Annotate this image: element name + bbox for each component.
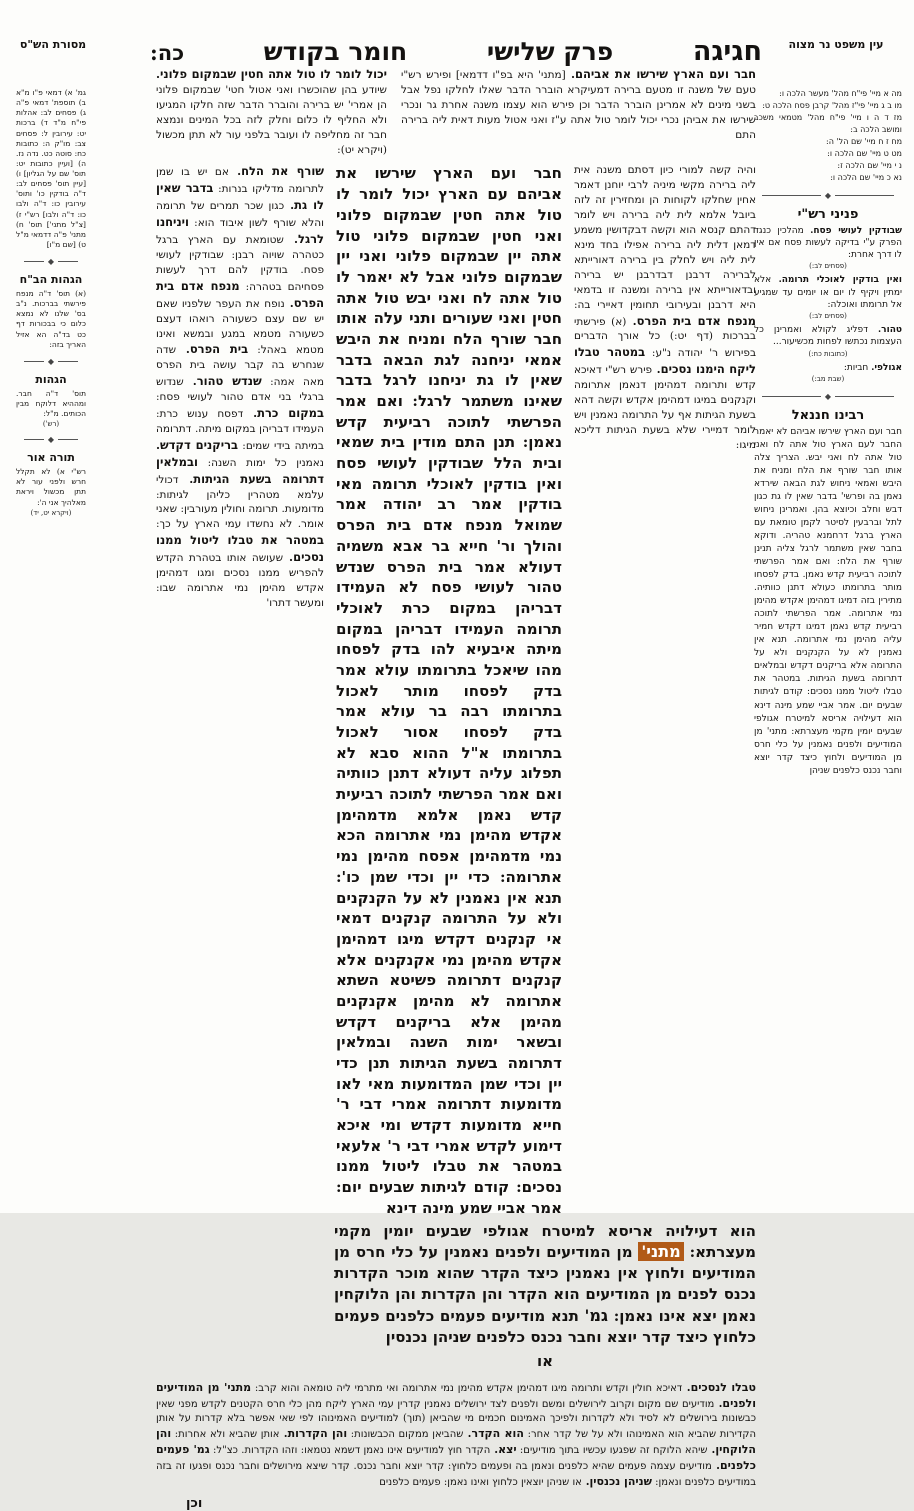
mesorat-hashas-title: מסורת הש"ס [19,38,87,51]
tosafot-column: והיה קשה למורי כיון דסתם משנה אית ליה ברירה מקשי מיניה לרבי יוחנן דאמר אחין שחלקו לקוחות הן ומחזירין זה לזה ביובל אלמא לית ליה ברירה ויש לומר דהתם קנסא הוא וקשה דבקדושין משמע דמאן דלית ליה ברירה אפילו בחד מינא לית ליה ויש לחלק בין ברירה דאורייתא לברירה דרבנן דבדרבנן יש ברירה ובדאורייתא אין ברירה ומשנה זו בדמאי היא דרבנן ובעירובי תחומין דאיירי בה: מנפח אדם בית הפרס. (א) פירשתי בברכות (דף יט:) כל אורך הדברים בפירוש ר' יהודה נ"ע: במטהר טבלו ליקח הימנו נסכים. פירש רש"י דאיכא קדש ותרומה דמהימן דנאמן אתרומה וקנקנים במיגו דמהימן אקדש וקשה דהא בשעת הגיתות אף על התרומה נאמנין ויש לומר דמיירי שלא בשעת הגיתות דליכא מיגו: [574,164,757,451]
pninei-entry: אגולפי. חביות: (שבת מב:) [754,362,902,385]
pninei-rashi-title: פניני רש"י [797,206,859,222]
top-commentary-band [156,66,756,157]
torah-or-title: תורה אור [27,451,75,465]
ornament-divider: ◆ [762,392,894,401]
torah-or-source: (ויקרא יט, יד) [30,508,72,517]
mishnah-text: מן המודיעים ולפנים נאמנין על כלי חרס מן המודיעים ולחוץ אין נאמנין כיצד הקדר שהוא מוכר הקדרות נכנס לפנים מן המודיעים הוא הקדר והן הקדרות והן הלוקחין נאמן יצא אינו נאמן: [334,1243,756,1325]
hagahot-text: תוס' ד"ה חבר. ומההיא דלוקח מבין הכותים. מ"ל: [16,388,86,418]
hagahot-habach-text: (א) תוס' ד"ה מנפח פירשתי בברכות. נ"ב בס' שלנו לא נמצא כלום כי בבכורות דף כט בד"ה הא אזיל האריך בזה: [16,289,86,349]
source-ref: (כתובות כח:) [808,349,848,358]
ein-mishpat-entry: מו ב ג מיי' פי"ז מהל' קרבן פסח הלכה ט: [762,101,902,111]
bottom-commentary: טבלו לנסכים. דאיכא חולין וקדש ותרומה מיגו דמהימן אקדש מהימן נמי אתרומה ואי מתרמי ליה טומאה והוא קרב: מתני' מן המודיעים ולפנים. מודיעים שם מקום וקרוב לירושלים ומשם ולפנים לצד ירושלים נאמנין קדרין עמי הארץ ליקח מהן כלי חרס הקטנים לקדש מפני שאין כבשונות בירושלים לא לסיד ולא לקדרות ולפיכך האמינום חכמים מי שהביאן (תוך) למודיעים האמינוהו לפי שאי אפשר בלא קדרות על אותן הקדירות שהביא הוא האמינוהו ולא על של קדר אחר: הוא הקדר. שהביאן ממקום הכבשונות: והן הקדרות. אותן שהביא ולא אחרות: והן הלוקחין. שיהא הלוקח זה שפגעו עכשיו בתוך מודיעים: יצא. הקדר חוץ למודיעים אינו נאמן דשמא נטמאו: וזהו הקדרות. כצ"ל: גמ' פעמים כלפנים. מודיעים עצמה פעמים שהיא כלפנים ונאמן בה ופעמים כלחוץ: קדר יוצא וחבר נכנס. קדר שיצא מירושלים וחבר נכנס ופגעו זה בזה במודיעים כלפנים ונאמן: שניהן נכנסין. או שניהן יוצאין כלחוץ ואינו נאמן: פעמים כלפנים [156,1381,756,1489]
main-columns [156,163,756,1218]
catchword: וכן [186,1496,203,1511]
ein-mishpat-entry: מה א מיי' פי"ח מהל' מעשר הלכה ו: [779,89,902,98]
ein-mishpat-entry: מח ז ח מיי' שם הל' ה: [826,136,902,146]
masechet-name: חגיגה [692,36,762,67]
source-ref: (פסחים לב:) [809,311,847,320]
ornament-divider: ◆ [762,191,894,200]
perek-number: פרק שלישי [486,37,614,66]
ornament-divider: ◆ [24,257,78,266]
right-margin [754,88,902,778]
pninei-entry: טהור. דפליג לקולא ואמרינן כל העצמות נכתשו לפחות מכשיעור... (כתובות כח:) [754,325,902,358]
ein-mishpat-entry: נא כ מיי' שם הלכה ו: [830,173,902,183]
ein-mishpat-entry: מז ד ה ו מיי' פי"ח מהל' מטמאי משכב ומושב הלכה ב: [754,113,902,134]
pninei-entry: שבודקין לעושי פסח. מהלכין כנגד הפרק ע"י בדיקה לעשות פסח אם אין לו דרך אחרת: (פסחים לב:) [754,225,902,270]
source-ref: (פסחים לב:) [809,261,847,270]
center-area [156,66,756,1511]
page-header [150,36,762,67]
pninei-entry: ואין בודקין לאוכלי תרומה. אלא ימתין ויקיף לו יום או יומים עד שמגיע אל תרומתו ואוכלה: (פסחים לב:) [754,275,902,320]
perek-name: חומר בקודש [263,37,408,66]
mesorat-hashas-text: גמ' א) דמאי פ"ו מ"א ב) תוספת' דמאי פ"ה ג) פסחים לב: אהלות פי"ח מ"ד ד) ברכות יט: עירובין ל: פסחים צב: מו"ק ה: כתובות כח: סוטה כט. נדה נז. ה) [ועיין כתובות יט: תוס' שם על הגליון] ו) [עיין תוס' פסחים לב: ד"ה בודקין כו' ותוס' עירובין כו: ד"ה ולבו כו: ד"ה ולבו] רש"י ז) [צ"ל מתני'] תוס' ח) מתני' פ"ה דדמאי מ"ל ט) [שם מ"ו] [16,88,86,249]
gemara-sugya-text: תנא מודיעים פעמים כלפנים פעמים כלחוץ כיצד קדר יוצא וחבר נכנס כלפנים שניהן נכנסין [334,1306,756,1346]
daf-number: כה: [150,40,185,65]
ein-mishpat-title: עין משפט נר מצוה [788,38,884,51]
ein-mishpat-entry: נ י מיי' שם הלכה ז: [837,161,902,171]
torah-or-text: רש"י א) לא תקלל חרש ולפני עור לא תתן מכשול ויראת מאלהיך אני ה': [16,467,86,507]
rabbeinu-chananel-title: רבינו חננאל [791,407,865,423]
catchword: או [536,1352,554,1371]
rabbeinu-chananel-text: חבר ועם הארץ שירשו אביהם לא יאמר החבר לעם הארץ טול אתה לח ואני טול אתה לח ואני יבש. הצריך צלה אותו חבר שורף את הלח ומניח את היבש ואמאי ניחוש לגת הבאה שירדא נאמן בה ופרשי' בדבר שאין לו גת כגון דבש וחלב וכיוצא בהן. ואמרינן ניחוש לתל וברבעין לסיטר לקמן טומאת עם הארץ ברגל דרחמנא טהריה. ודוקא בחבר שאין משתמר לרגל צליה תנינן שורף את הלח: ואם אמר הפרשתי לתוכה רביעית קדש נאמן. בדק לפסחו מותר בתרומתו כעולא דתנן כוותיה. מתירין בזה דמיגו דמהימן אקדש מהימן נמי אתרומה. אמר הפרשתי לתוכה רביעית קדש נאמן דמיגו דקדש חמיר עליה מהימן נמי אתרומה. תנא אין נאמנין לא על הקנקנים ולא על התרומה אלא בריקנים דקדש ובמלאים דתרומה בשעת הגיתות. במטהר את טבלו ליטול ממנו נסכים: קודם לגיתות שבעים יום. אמר אביי שמע מינה דינא הוא דעילויה אריסא למיטרח אגולפי שבעים יומין מקמי מעצרתא: מתני' מן המודיעים ולפנים נאמנין על כלי חרס מן המודיעים ולחוץ כיצד קדר יוצא וחבר נכנס כלפנים שניהן [754,426,902,776]
rashi-top: יכול לומר לו טול אתה חטין שבמקום פלוני. שיודע בהן שהוכשרו ואני אטול חטי' שבמקום פלוני הן אמרי' יש ברירה והוברר הדבר שזה חלקו המגיעו ולא החליף לו כלום וחלק לזה בכל המינים ונמצא חבר זה מחליפה לו ועובר בלפני עור לא תתן מכשול (ויקרא יט): [156,67,387,156]
gemara-wide-start: הוא דעילויה אריסא למיטרח אגולפי שבעים יומין מקמי מעצרתא: [334,1221,756,1262]
ornament-divider: ◆ [24,357,78,366]
left-margin [16,88,86,520]
ornament-divider: ◆ [24,435,78,444]
tosafot-top: חבר ועם הארץ שירשו את אביהם. [מתני' היא בפ"ו דדמאי] ופירש רש"י טעם של משנה זו מטעם ברירה דמעיקרא הוברר הדבר שאלו לחלקו נפל אבל בשני מינים לא אמרינן הוברר הדבר וכן פירש הוא עצמו משנה אחרת גר ונכרי שירשו את אביהן נכרי יכול לומר טול אתה ע"ז ואני אטול מעות דאית ליה ברירה התם [401,67,756,141]
gemara-column: חבר ועם הארץ שירשו את אביהם עם הארץ יכול לומר לו טול אתה חטין שבמקום פלוני ואני חטין שבמקום פלוני טול אתה יין שבמקום פלוני ואני יין שבמקום פלוני אבל לא יאמר לו טול אתה לח ואני יבש טול אתה חטין ואני שעורים ותני עלה אותו חבר שורף הלח ומניח את היבש אמאי יניחנה לגת הבאה בדבר שאין לו גת יניחנו לרגל בדבר שאינו משתמר לרגל: ואם אמר הפרשתי לתוכה רביעית קדש נאמן: תנן התם מודין בית שמאי ובית הלל שבודקין לעושי פסח ואין בודקין לאוכלי תרומה מאי בודקין אמר רב יהודה אמר שמואל מנפח אדם בית הפרס והולך ור' חייא בר אבא משמיה דעולא אמר בית הפרס שנדש טהור לעושי פסח לא העמידו דבריהן במקום כרת לאוכלי תרומה העמידו דבריהן במקום מיתה איבעיא להו בדק לפסחו מהו שיאכל בתרומתו עולא אמר בדק לפסחו מותר לאכול בתרומתו רבה בר עולא אמר בדק לפסחו אסור לאכול בתרומתו א"ל ההוא סבא לא תפלוג עליה דעולא דתנן כוותיה ואם אמר הפרשתי לתוכה רביעית קדש נאמן אלמא מדמהימן אקדש מהימן נמי אתרומה הכא נמי מדמהימן אפסח מהימן נמי אתרומה: כדי יין וכדי שמן כו': תנא אין נאמנין לא על הקנקנים ולא על התרומה קנקנים דמאי אי קנקנים דקדש מיגו דמהימן אקדש מהימן נמי אקנקנים אלא קנקנים דתרומה פשיטא השתא אתרומה לא מהימן אקנקנים מהימן אלא בריקנים דקדש ובשאר ימות השנה ובמלאין דתרומה בשעת הגיתות תנן כדי יין וכדי שמן המדומעות מאי לאו מדומעות דתרומה אמרי דבי ר' חייא מדומעות דקדש ומי איכא דימוע לקדש אמרי דבי ר' אלעאי במטהר את טבלו ליטול ממנו נסכים: קודם לגיתות שבעים יום: אמר אביי שמע מינה דינא [336,164,562,1217]
hagahot-title: הגהות [35,372,67,386]
mishnah-highlight: מתני' [638,1242,683,1261]
hagahot-habach-title: הגהות הב"ח [19,273,83,286]
hagahot-note: (רש') [42,420,60,429]
gemara-marker: גמ' [584,1305,609,1325]
gemara-wide-block [334,1221,756,1373]
ein-mishpat-entry: מט ט מיי' שם הלכה ו: [827,148,902,158]
rashi-column: שורף את הלח. אם יש בו שמן לתרומה מדליקו בנרות: בדבר שאין לו גת. כגון שכר תמרים של תרומה והלא שורף לשון איבוד הוא: ויניחנו לרגל. שטומאת עם הארץ ברגל כטהרה שויוה רבנן: שבודקין לעושי פסח. בודקין להם דרך לעשות פסחיהם בטהרה: מנפח אדם בית הפרס. נופח את העפר שלפניו שאם יש שם עצם כשעורה רואהו דעצם כשעורה מטמא במגע ובמשא ואינו מטמא באהל: בית הפרס. שדה שנחרש בה קבר עושה בית הפרס מאה אמה: שנדש טהור. שנדוש ברגלי בני אדם טהור לעושי פסח: במקום כרת. דפסח ענוש כרת: העמידו דבריהן במקום מיתה. דתרומה במיתה בידי שמים: בריקנים דקדש. נאמנין כל ימות השנה: ובמלאין דתרומה בשעת הגיתות. דכולי עלמא מטהרין כליהן לגיתות: מדומעות. תרומה וחולין מעורבין: שאני אומר. לא נחשדו עמי הארץ על כך: במטהר את טבלו ליטול ממנו נסכים. שעושה אותו בטהרת הקדש להפריש ממנו נסכים ומגו דמהימן אקדש מהימן נמי אתרומה שבו: ומעשר דתרו' [156,164,325,609]
source-ref: (שבת מב:) [811,375,845,384]
